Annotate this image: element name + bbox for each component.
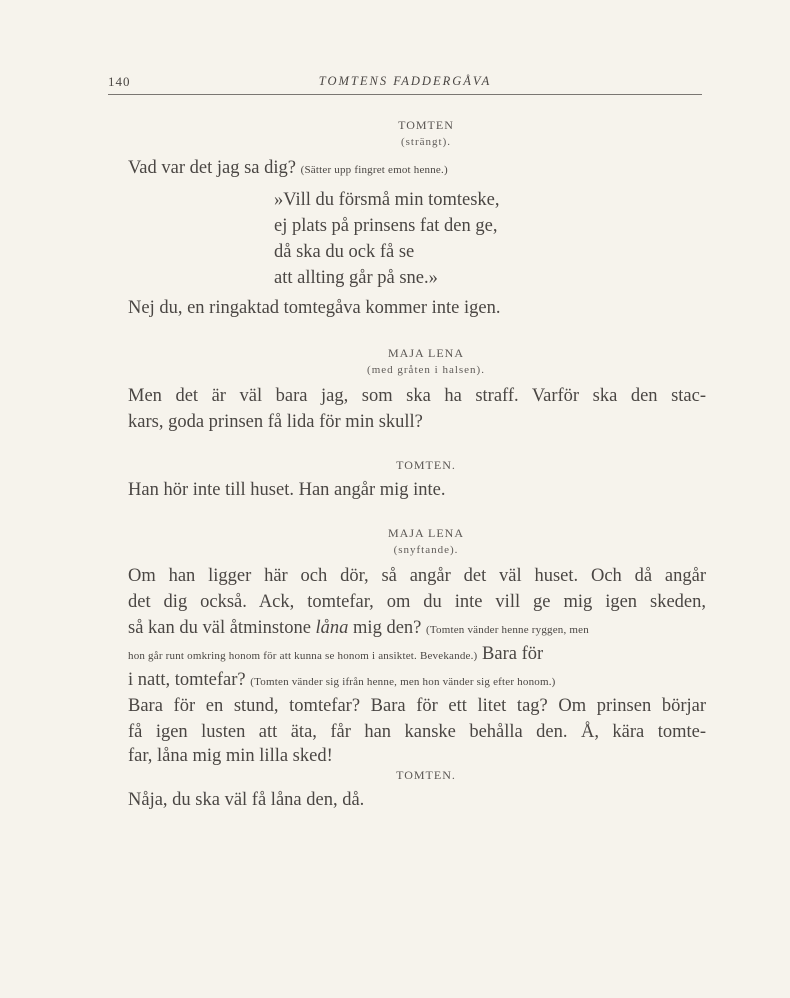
stage-direction: (snyftande). <box>393 544 459 556</box>
emphasis: låna <box>315 618 349 638</box>
running-title: TOMTENS FADDERGÅVA <box>318 74 492 88</box>
dialogue-line: det dig också. Ack, tomtefar, om du inte vill ge mig igen skeden, <box>128 592 706 612</box>
dialogue-line: så kan du väl åtminstone låna mig den? (Tomten vänder henne ryggen, men <box>128 618 589 638</box>
speaker-name: MAJA LENA <box>387 526 464 540</box>
dialogue-line: i natt, tomtefar? (Tomten vänder sig ifrån henne, men hon vänder sig efter honom.) <box>128 670 556 690</box>
speaker-name: TOMTEN. <box>396 458 456 472</box>
dialogue-line: Om han ligger här och dör, så angår det väl huset. Och då angår <box>128 566 706 586</box>
dialogue-line: Men det är väl bara jag, som ska ha straff. Varför ska den stac- <box>128 386 706 406</box>
verse-line: »Vill du försmå min tomteske, <box>274 190 500 210</box>
page-number: 140 <box>108 74 131 89</box>
dialogue-line: kars, goda prinsen få lida för min skull? <box>128 412 423 432</box>
page-header <box>108 72 702 95</box>
stage-direction: (Tomten vänder sig ifrån henne, men hon vänder sig efter honom.) <box>250 676 556 688</box>
stage-direction: (Sätter upp fingret emot henne.) <box>300 164 448 176</box>
dialogue-line: Han hör inte till huset. Han angår mig inte. <box>128 480 446 500</box>
verse-line: ej plats på prinsens fat den ge, <box>274 216 498 236</box>
dialogue-line: far, låna mig min lilla sked! <box>128 746 333 766</box>
speaker-name: MAJA LENA <box>387 346 464 360</box>
stage-direction: (Tomten vänder henne ryggen, men <box>426 624 589 636</box>
stage-direction: (med gråten i halsen). <box>367 364 485 376</box>
verse-line: att allting går på sne.» <box>274 268 438 288</box>
verse-line: då ska du ock få se <box>274 242 415 262</box>
stage-direction: (strängt). <box>400 136 451 148</box>
dialogue-line: Vad var det jag sa dig? (Sätter upp fingret emot henne.) <box>128 158 448 178</box>
stage-direction: hon går runt omkring honom för att kunna se honom i ansiktet. Bevekande.) <box>128 650 478 662</box>
speaker-name: TOMTEN. <box>396 768 456 782</box>
dialogue-line: Bara för en stund, tomtefar? Bara för ett litet tag? Om prinsen börjar <box>128 696 706 716</box>
dialogue-line: Nej du, en ringaktad tomtegåva kommer inte igen. <box>128 298 501 318</box>
dialogue-line: Nåja, du ska väl få låna den, då. <box>128 790 365 810</box>
dialogue-line: hon går runt omkring honom för att kunna se honom i ansiktet. Bevekande.) Bara för <box>128 644 544 664</box>
dialogue-line: få igen lusten att äta, får han kanske behålla den. Å, kära tomte- <box>128 722 706 742</box>
speaker-name: TOMTEN <box>398 118 454 132</box>
